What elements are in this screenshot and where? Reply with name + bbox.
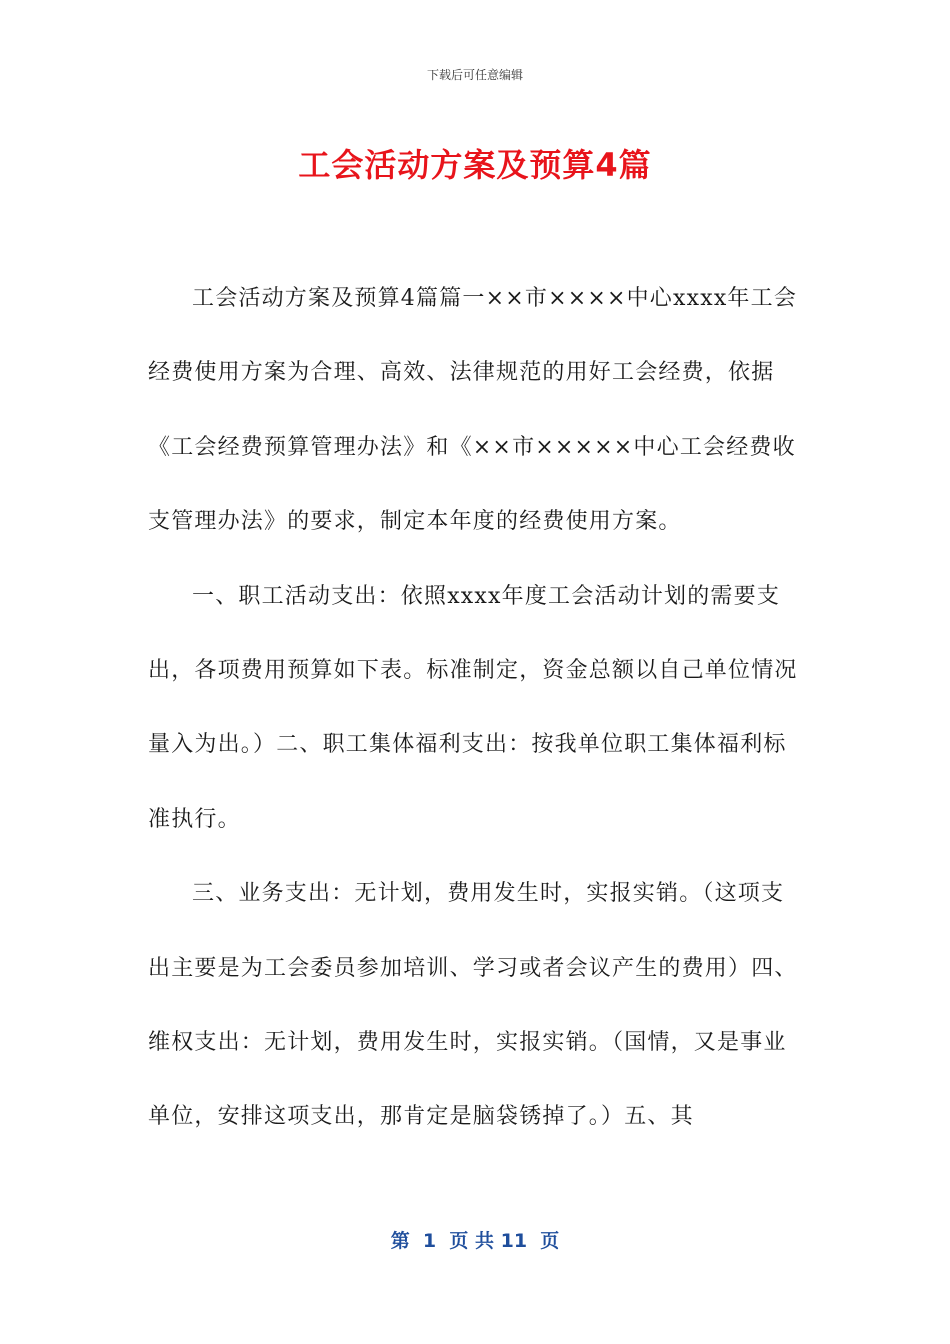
paragraph-3: 三、业务支出：无计划，费用发生时，实报实销。（这项支出主要是为工会委员参加培训、学习或者会议产生的费用）四、维权支出：无计划，费用发生时，实报实销。（国情，又是事业单位，安排这项支出，那肯定是脑袋锈掉了。）五、其 (148, 881, 798, 1130)
document-title: 工会活动方案及预算4篇 (298, 146, 652, 184)
page-footer: 第 1 页 共 11 页 (390, 1230, 560, 1252)
header-note: 下载后可任意编辑 (426, 68, 523, 82)
document-body (148, 262, 802, 1155)
paragraph-2: 一、职工活动支出：依照xxxx年度工会活动计划的需要支出，各项费用预算如下表。标准制定，资金总额以自己单位情况量入为出。）二、职工集体福利支出：按我单位职工集体福利标准执行。 (148, 583, 798, 832)
paragraph-1: 工会活动方案及预算4篇篇一××市××××中心xxxx年工会经费使用方案为合理、高效、法律规范的用好工会经费，依据《工会经费预算管理办法》和《××市×××××中心工会经费收支管理办法》的要求，制定本年度的经费使用方案。 (148, 286, 798, 535)
